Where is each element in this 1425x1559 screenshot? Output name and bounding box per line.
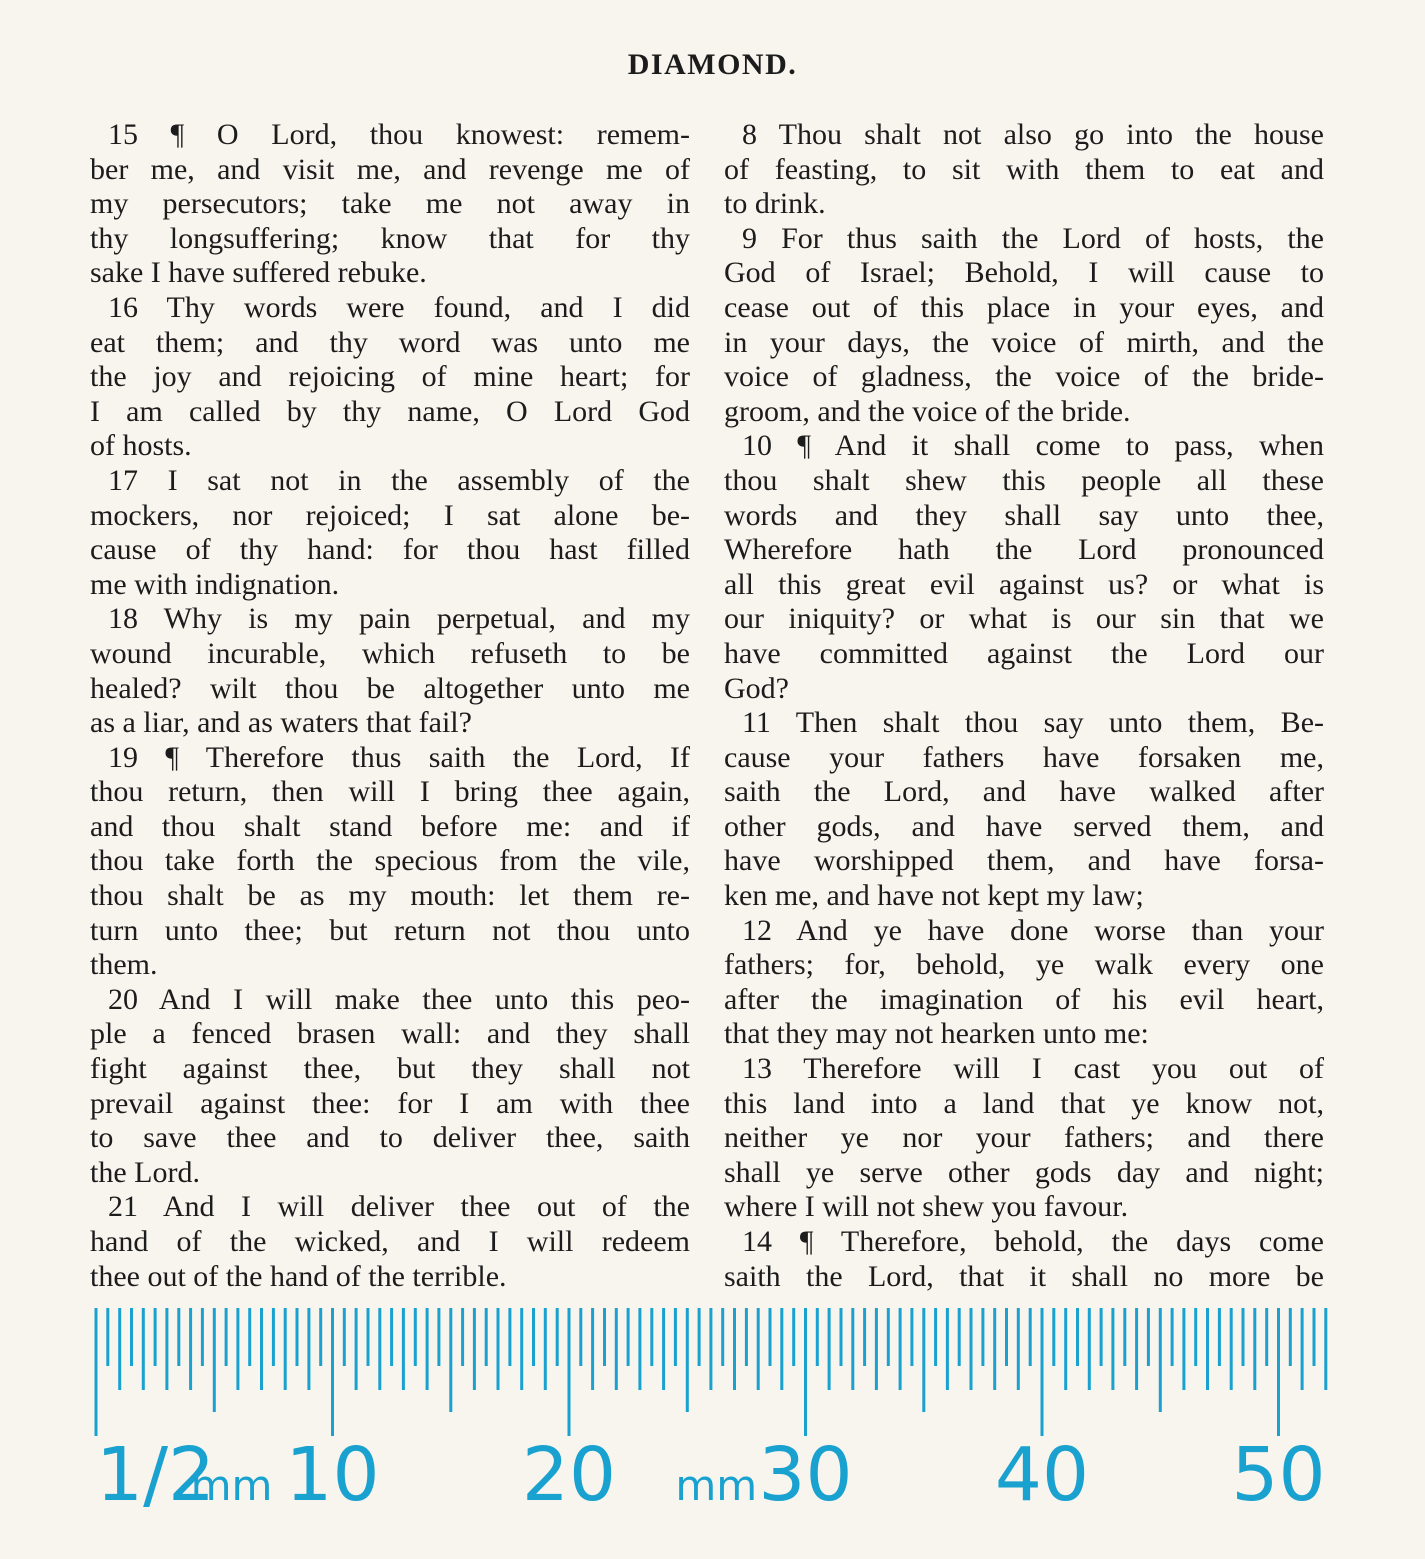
ruler-number-label: 10: [285, 1432, 380, 1518]
text-line: 21 And I will deliver thee out of the: [108, 1190, 690, 1224]
text-line: ber me, and visit me, and revenge me of: [90, 152, 690, 186]
text-line: Wherefore hath the Lord pronounced: [724, 533, 1324, 567]
text-line: saith the Lord, that it shall no more be: [724, 1259, 1324, 1293]
text-line: 19 ¶ Therefore thus saith the Lord, If: [108, 740, 690, 774]
text-line: as a liar, and as waters that fail?: [90, 706, 472, 740]
text-line: 20 And I will make thee unto this peo-: [108, 982, 690, 1016]
text-line: ken me, and have not kept my law;: [724, 879, 1144, 913]
text-line: sake I have suffered rebuke.: [90, 256, 427, 290]
text-line: and thou shalt stand before me: and if: [90, 809, 690, 843]
text-line: all this great evil against us? or what is: [724, 567, 1324, 601]
text-line: thou return, then will I bring thee again,: [90, 775, 690, 809]
text-line: 11 Then shalt thou say unto them, Be-: [742, 706, 1324, 740]
text-line: healed? wilt thou be altogether unto me: [90, 671, 690, 705]
text-line: 18 Why is my pain perpetual, and my: [108, 602, 690, 636]
ruler-number-label: 30: [758, 1432, 853, 1518]
text-line: neither ye nor your fathers; and there: [724, 1121, 1324, 1155]
text-line: fight against thee, but they shall not: [90, 1052, 690, 1086]
text-line: other gods, and have served them, and: [724, 809, 1324, 843]
text-line: cause your fathers have forsaken me,: [724, 740, 1324, 774]
text-line: have committed against the Lord our: [724, 636, 1324, 670]
text-line: to drink.: [724, 187, 826, 221]
ruler-number-label: 50: [1231, 1432, 1326, 1518]
ruler-number-label: 1/2: [96, 1432, 216, 1518]
text-line: thee out of the hand of the terrible.: [90, 1259, 507, 1293]
text-line: the Lord.: [90, 1155, 200, 1189]
ruler-number-label: 40: [994, 1432, 1090, 1518]
text-line: shall ye serve other gods day and night;: [724, 1155, 1324, 1189]
text-line: wound incurable, which refuseth to be: [90, 636, 690, 670]
text-line: me with indignation.: [90, 567, 340, 601]
text-line: I am called by thy name, O Lord God: [90, 394, 690, 428]
text-line: voice of gladness, the voice of the bride-: [724, 360, 1324, 394]
text-line: thou shalt shew this people all these: [724, 463, 1324, 497]
text-line: 12 And ye have done worse than your: [742, 913, 1324, 947]
text-line: our iniquity? or what is our sin that we: [724, 602, 1324, 636]
text-line: 17 I sat not in the assembly of the: [108, 463, 690, 497]
text-line: of hosts.: [90, 429, 192, 463]
text-line: where I will not shew you favour.: [724, 1190, 1129, 1224]
text-line: eat them; and thy word was unto me: [90, 325, 690, 359]
text-line: 15 ¶ O Lord, thou knowest: remem-: [108, 118, 690, 151]
text-line: of feasting, to sit with them to eat and: [724, 152, 1324, 186]
ruler-unit-label: mm: [190, 1461, 273, 1510]
text-line: 9 For thus saith the Lord of hosts, the: [742, 221, 1324, 255]
text-line: words and they shall say unto thee,: [724, 498, 1324, 532]
text-line: cease out of this place in your eyes, and: [724, 290, 1324, 324]
text-line: 14 ¶ Therefore, behold, the days come: [742, 1225, 1324, 1258]
text-line: prevail against thee: for I am with thee: [90, 1086, 690, 1120]
text-line: to save thee and to deliver thee, saith: [90, 1121, 690, 1155]
text-line: my persecutors; take me not away in: [90, 187, 690, 221]
text-line: God?: [724, 671, 789, 705]
text-line: cause of thy hand: for thou hast filled: [90, 533, 690, 567]
text-line: this land into a land that ye know not,: [724, 1086, 1324, 1120]
text-line: 16 Thy words were found, and I did: [108, 290, 690, 324]
text-line: thou shalt be as my mouth: let them re-: [90, 879, 690, 913]
text-line: after the imagination of his evil heart,: [724, 982, 1324, 1016]
text-line: hand of the wicked, and I will redeem: [90, 1225, 690, 1258]
text-line: mockers, nor rejoiced; I sat alone be-: [90, 498, 690, 532]
text-line: thy longsuffering; know that for thy: [90, 221, 690, 255]
text-line: 13 Therefore will I cast you out of: [742, 1052, 1324, 1086]
text-line: fathers; for, behold, ye walk every one: [724, 948, 1324, 982]
text-line: them.: [90, 948, 158, 982]
text-line: ple a fenced brasen wall: and they shall: [90, 1017, 690, 1051]
text-line: turn unto thee; but return not thou unto: [90, 913, 690, 947]
text-line: saith the Lord, and have walked after: [724, 775, 1324, 809]
text-line: that they may not hearken unto me:: [724, 1017, 1149, 1051]
ruler-unit-label: mm: [675, 1461, 758, 1510]
ruler-number-label: 20: [521, 1432, 617, 1518]
text-line: the joy and rejoicing of mine heart; for: [90, 360, 690, 394]
text-line: 8 Thou shalt not also go into the house: [742, 118, 1324, 151]
text-line: thou take forth the specious from the vile,: [90, 844, 690, 878]
page-title: DIAMOND.: [627, 48, 798, 81]
text-line: in your days, the voice of mirth, and the: [724, 325, 1324, 359]
text-line: God of Israel; Behold, I will cause to: [724, 256, 1324, 290]
text-line: have worshipped them, and have forsa-: [724, 844, 1324, 878]
text-line: groom, and the voice of the bride.: [724, 394, 1131, 428]
text-line: 10 ¶ And it shall come to pass, when: [742, 429, 1324, 463]
